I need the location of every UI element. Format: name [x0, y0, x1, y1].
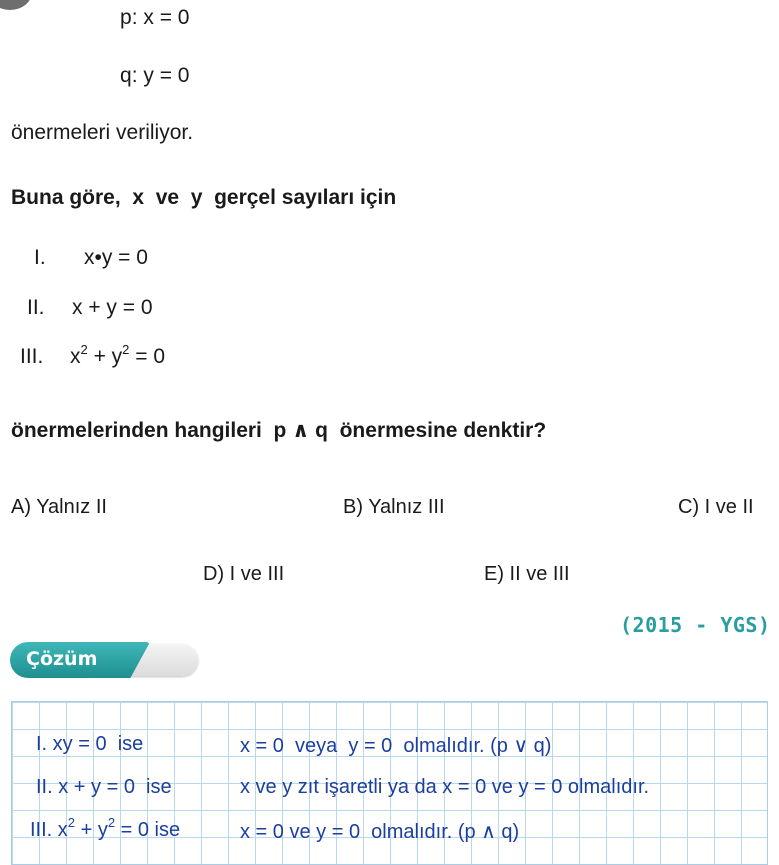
given-text: önermeleri veriliyor. [11, 121, 194, 144]
corner-marker [0, 0, 32, 10]
source-tag: (2015 - YGS) [620, 613, 771, 637]
statement-3-y: y [111, 345, 123, 368]
choice-c[interactable]: C) I ve II [678, 496, 754, 518]
premise-q-name: q [120, 64, 132, 87]
solution-row-3-part-a: III. x [30, 819, 68, 841]
statement-1 [34, 246, 148, 270]
statement-3-exp-x: 2 [80, 342, 88, 357]
premise-q-expr: y = 0 [143, 64, 190, 87]
choice-b[interactable]: B) Yalnız III [343, 496, 445, 518]
solution-label-pill [10, 640, 200, 680]
statement-1-roman: I. [34, 246, 46, 269]
solution-row-3-right: x = 0 ve y = 0 olmalıdır. (p ∧ q) [240, 821, 520, 843]
solution-row-1-left: I. xy = 0 ise [36, 733, 144, 755]
statement-3-x: x [70, 345, 81, 368]
statement-1-expr: x•y = 0 [84, 246, 148, 269]
solution-row-1-right: x = 0 veya y = 0 olmalıdır. (p ∨ q) [240, 735, 552, 757]
choice-a[interactable]: A) Yalnız II [11, 496, 107, 518]
premise-p-name: p [120, 6, 132, 29]
solution-row-2-left: II. x + y = 0 ise [36, 776, 172, 798]
choice-e[interactable]: E) II ve III [484, 563, 570, 585]
statement-3-rest: = 0 [129, 345, 166, 368]
statement-3-plus: + [87, 345, 112, 368]
premise-p-expr: x = 0 [143, 6, 190, 29]
choice-d[interactable]: D) I ve III [203, 563, 285, 585]
statement-3-roman: III. [20, 345, 44, 368]
statement-3 [20, 342, 166, 369]
premise-p: p: x = 0 [120, 6, 190, 29]
solution-row-3-part-c: = 0 ise [115, 819, 181, 841]
statement-2 [27, 296, 153, 320]
solution-row-2-right: x ve y zıt işaretli ya da x = 0 ve y = 0 olmalıdır. [240, 776, 650, 798]
statement-3-exp-y: 2 [122, 342, 130, 357]
premise-q: q: y = 0 [120, 64, 190, 87]
solution-row-3-exp2: 2 [107, 815, 116, 831]
question-intro: Buna göre, x ve y gerçel sayıları için [11, 186, 397, 209]
statement-2-roman: II. [27, 296, 45, 319]
question-text: önermelerinden hangileri p ∧ q önermesine denktir? [11, 419, 547, 442]
solution-row-3-exp1: 2 [67, 815, 76, 831]
statement-2-expr: x + y = 0 [72, 296, 153, 319]
solution-row-3-part-b: + y [75, 819, 108, 841]
solution-row-3-left [30, 815, 181, 842]
solution-label: Çözüm [26, 648, 98, 670]
